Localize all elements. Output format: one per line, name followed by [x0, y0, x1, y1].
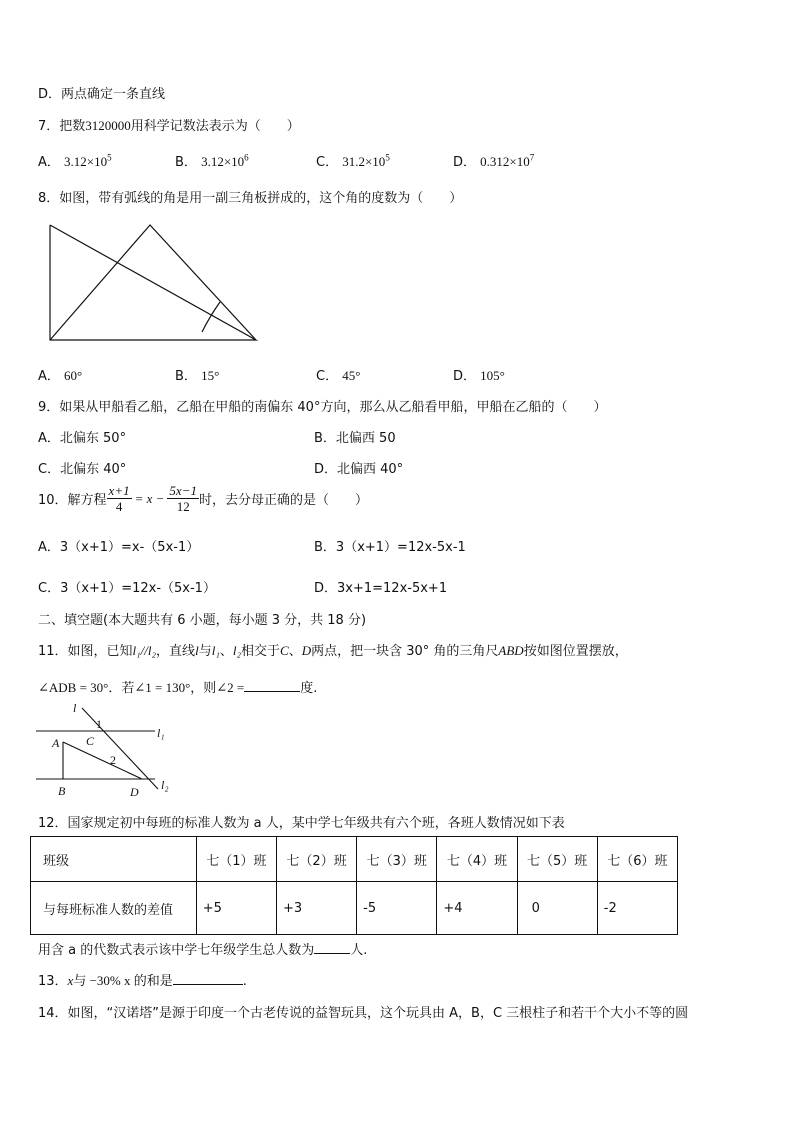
- q7-option-a: A． $3.12\times 10^5$: [38, 152, 112, 170]
- q11-fig-label-2: 2: [110, 753, 116, 767]
- q9-option-d: D．北偏西 40°: [314, 462, 404, 477]
- q10-option-d: D．3x+1=12x-5x+1: [314, 581, 448, 596]
- q8-option-a: A． 60°: [38, 368, 83, 384]
- q12-answer-blank[interactable]: [314, 941, 350, 954]
- q11-fig-label-l: l: [73, 701, 77, 715]
- q9-option-b: B．北偏西 50: [314, 431, 396, 446]
- q11-fig-label-d: D: [130, 785, 139, 799]
- q11-fig-label-b: B: [58, 784, 66, 798]
- table-row: [31, 882, 678, 935]
- q10-option-c: C．3（x+1）=12x-（5x-1）: [38, 581, 216, 596]
- table-header-cell: 七（1）班: [196, 837, 276, 882]
- q7-stem: [38, 115, 300, 134]
- q10-fraction-1: $\frac{x+1}{4}$: [108, 483, 130, 514]
- table-cell: +4: [437, 882, 517, 935]
- q9-option-a: A．北偏东 50°: [38, 431, 127, 446]
- q11-fig-label-c: C: [86, 734, 95, 748]
- table-header-cell: 七（3）班: [357, 837, 437, 882]
- q11-line-1: 11．如图，已知l₁//l₂，直线l与l₁、l₂相交于C、D两点，把一块含 30° 角的三角尺ABD按如图位置摆放，: [38, 643, 628, 659]
- table-header-cell: 七（2）班: [276, 837, 356, 882]
- table-cell: +3: [276, 882, 356, 935]
- q7-number: 3120000: [85, 118, 131, 133]
- q11-fig-label-l2: l₂: [161, 778, 169, 792]
- q7-option-d: D． $0.312\times 10^7$: [453, 152, 535, 170]
- q12-after-text: 用含 a 的代数式表示该中学七年级学生总人数为 人.: [38, 943, 368, 958]
- q10-stem: [38, 483, 368, 514]
- table-cell: +5: [196, 882, 276, 935]
- table-cell: 与每班标准人数的差值: [31, 882, 197, 935]
- q8-stem: 8．如图，带有弧线的角是用一副三角板拼成的，这个角的度数为（ ）: [38, 191, 463, 206]
- q10-option-a: A．3（x+1）=x-（5x-1）: [38, 540, 200, 555]
- q11-line-2: ∠ADB = 30°．若∠1 = 130°，则∠2 = 度.: [38, 680, 318, 696]
- section-2-heading: 二、填空题(本大题共有 6 小题，每小题 3 分，共 18 分): [38, 613, 367, 628]
- q8-triangle-1: [50, 225, 256, 340]
- q11-triangle-abd: [63, 742, 142, 779]
- q10-fraction-2: $\frac{5x-1}{12}$: [169, 483, 197, 514]
- q13-stem: 13．x与 −30% x 的和是 .: [38, 973, 247, 989]
- q9-stem: 9．如果从甲船看乙船，乙船在甲船的南偏东 40°方向，那么从乙船看甲船，甲船在乙船的（ ）: [38, 400, 607, 415]
- q8-angle-arc: [202, 302, 220, 332]
- q11-fig-label-1: 1: [96, 717, 102, 731]
- table-header-cell: 七（6）班: [597, 837, 677, 882]
- q8-option-c: C． 45°: [316, 368, 361, 384]
- q10-stem-post: 时，去分母正确的是（ ）: [198, 493, 368, 508]
- q13-answer-blank[interactable]: [173, 972, 243, 985]
- q14-stem: 14．如图，“汉诺塔”是源于印度一个古老传说的益智玩具，这个玩具由 A，B，C 三根柱子和若干个大小不等的圆: [38, 1006, 689, 1021]
- q10-eq-mid: = x −: [134, 490, 165, 506]
- table-header-cell: 七（5）班: [517, 837, 597, 882]
- table-cell: -5: [357, 882, 437, 935]
- q11-fig-label-a: A: [52, 736, 60, 750]
- table-cell: -2: [597, 882, 677, 935]
- q12-stem: 12．国家规定初中每班的标准人数为 a 人，某中学七年级共有六个班，各班人数情况如下表: [38, 816, 565, 831]
- q10-stem-pre: 10．解方程: [38, 493, 107, 508]
- q11-fig-label-l1: l₁: [157, 726, 165, 740]
- q7-option-b: B． $3.12\times 10^6$: [175, 152, 249, 170]
- q11-answer-blank[interactable]: [244, 679, 300, 692]
- table-row: [31, 837, 678, 882]
- q12-table: [30, 836, 678, 935]
- q10-option-b: B．3（x+1）=12x-5x-1: [314, 540, 466, 555]
- q6-option-d: D．两点确定一条直线: [38, 87, 166, 102]
- table-header-cell: 七（4）班: [437, 837, 517, 882]
- table-cell: 0: [517, 882, 597, 935]
- q7-stem-post: 用科学记数法表示为（ ）: [130, 119, 300, 134]
- q11-parallel-lines-figure: [30, 700, 180, 800]
- q8-triangle-figure: [40, 218, 270, 346]
- q9-option-c: C．北偏东 40°: [38, 462, 127, 477]
- q8-option-b: B． 15°: [175, 368, 220, 384]
- q8-option-d: D． 105°: [453, 368, 505, 384]
- q11-line-l: [82, 708, 158, 789]
- q7-option-c: C． $31.2\times 10^5$: [316, 152, 390, 170]
- q7-stem-pre: 7．把数: [38, 119, 86, 134]
- table-header-cell: 班级: [31, 837, 197, 882]
